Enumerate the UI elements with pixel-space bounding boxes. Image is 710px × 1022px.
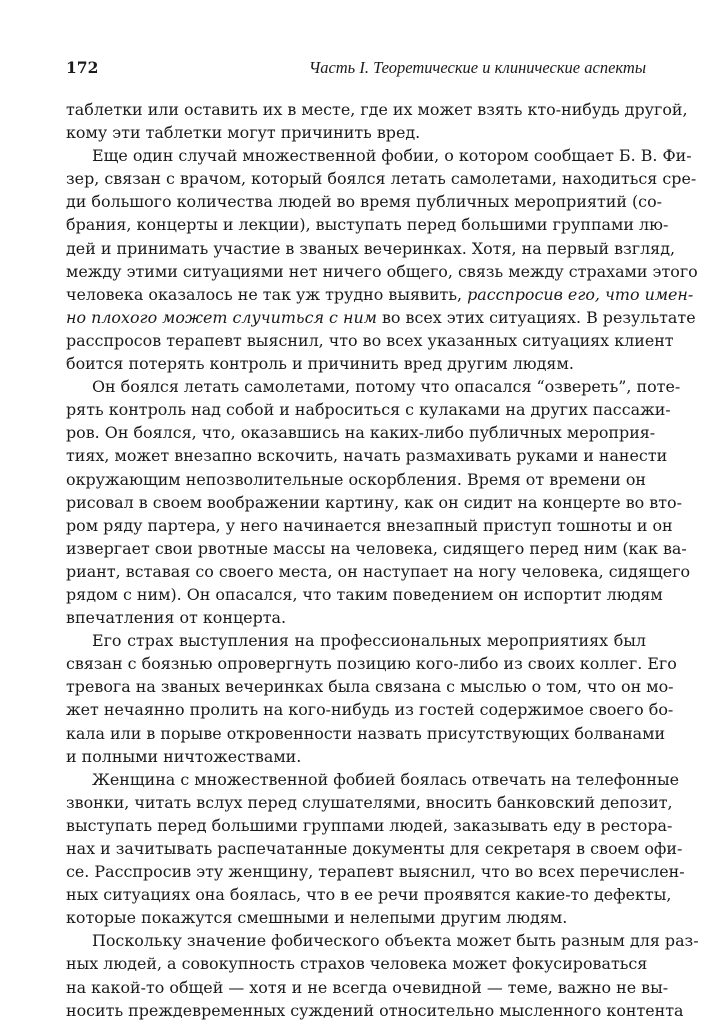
line-text: между этими ситуациями нет ничего общего, связь между страхами этого (66, 261, 698, 281)
text-line (66, 144, 692, 167)
line-text: носить преждевременных суждений относительно мысленного контента (66, 1000, 684, 1020)
text-line (66, 283, 694, 306)
page-number: 172 (66, 58, 99, 77)
line-text: во всех этих ситуациях. В результате (376, 307, 696, 327)
body-text (66, 98, 699, 1022)
line-text: риант, вставая со своего места, он наступает на ногу человека, сидящего (66, 561, 691, 581)
line-text: ных людей, а совокупность страхов человека может фокусироваться (66, 954, 648, 974)
running-head (66, 58, 646, 80)
text-line (66, 213, 669, 236)
line-text: звонки, читать вслух перед слушателями, вносить банковский депозит, (66, 792, 673, 812)
text-line (66, 468, 646, 491)
line-text: се. Расспросив эту женщину, терапевт выяснил, что во всех перечислен- (66, 862, 685, 882)
line-text: ром ряду партера, у него начинается внезапный приступ тошноты и он (66, 515, 673, 535)
text-line (66, 698, 674, 721)
line-text: выступать перед большими группами людей, заказывать еду в рестора- (66, 815, 673, 835)
line-text: извергает свои рвотные массы на человека, сидящего перед ним (как ва- (66, 538, 687, 558)
running-title: Часть I. Теоретические и клинические аспекты (308, 58, 646, 77)
line-text: тиях, может внезапно вскочить, начать размахивать руками и нанести (66, 446, 668, 466)
italic-text: но плохого может случиться с ним (66, 307, 377, 327)
text-line (66, 837, 683, 860)
text-line (66, 629, 646, 652)
line-text: рисовал в своем воображении картину, как он сидит на концерте во вто- (66, 492, 682, 512)
line-text: рядом с ним). Он опасался, что таким поведением он испортит людям (66, 584, 663, 604)
line-text: впечатления от концерта. (66, 608, 287, 628)
text-line (66, 514, 673, 537)
text-line (66, 768, 680, 791)
text-line (66, 421, 656, 444)
text-line (66, 583, 663, 606)
line-text: таблетки или оставить их в месте, где их может взять кто-нибудь другой, (66, 100, 688, 119)
text-line (66, 722, 666, 745)
line-text: Женщина с множественной фобией боялась отвечать на телефонные (92, 769, 680, 789)
text-line (66, 883, 672, 906)
italic-text: расспросив его, что имен- (467, 284, 694, 304)
text-line (66, 976, 669, 999)
text-line (66, 814, 673, 837)
text-line (66, 560, 691, 583)
line-text: ных ситуациях она боялась, что в ее речи проявятся какие-то дефекты, (66, 885, 672, 905)
text-line (66, 167, 697, 190)
text-line (66, 606, 646, 629)
text-line (66, 745, 646, 768)
line-text: Поскольку значение фобического объекта может быть разным для раз- (92, 931, 699, 951)
text-line (66, 860, 685, 883)
line-text: кала или в порыве откровенности назвать присутствующих болванами (66, 723, 666, 743)
text-line (66, 329, 674, 352)
text-line (66, 929, 699, 952)
line-text: Он боялся летать самолетами, потому что опасался “озвереть”, поте- (92, 377, 681, 397)
line-text: человека оказалось не так уж трудно выявить, (66, 284, 468, 304)
text-line (66, 237, 676, 260)
line-text: на какой-то общей — хотя и не всегда очевидной — теме, важно не вы- (66, 977, 669, 997)
line-text: дей и принимать участие в званых вечеринках. Хотя, на первый взгляд, (66, 238, 676, 258)
text-line (66, 491, 682, 514)
line-text: связан с боязнью опровергнуть позицию кого-либо из своих коллег. Его (66, 654, 677, 674)
line-text: рять контроль над собой и наброситься с кулаками на других пассажи- (66, 400, 671, 420)
line-text: брания, концерты и лекции), выступать перед большими группами лю- (66, 215, 669, 235)
text-line (66, 791, 673, 814)
line-text: ров. Он боялся, что, оказавшись на каких-либо публичных мероприя- (66, 423, 656, 443)
text-line (66, 999, 684, 1022)
line-text: жет нечаянно пролить на кого-нибудь из гостей содержимое своего бо- (66, 700, 674, 720)
line-text: ди большого количества людей во время публичных мероприятий (со- (66, 192, 663, 212)
line-text: расспросов терапевт выяснил, что во всех указанных ситуациях клиент (66, 330, 674, 350)
text-line (66, 352, 646, 375)
text-line (66, 121, 646, 144)
text-line (66, 652, 677, 675)
line-text: нах и зачитывать распечатанные документы для секретаря в своем офи- (66, 839, 683, 858)
text-line (66, 537, 687, 560)
line-text: Еще один случай множественной фобии, о котором сообщает Б. В. Фи- (92, 146, 692, 166)
line-text: Его страх выступления на профессиональных мероприятиях был (92, 631, 646, 651)
text-line (66, 952, 646, 975)
line-text: окружающим непозволительные оскорбления. Время от времени он (66, 469, 646, 489)
text-line (66, 675, 674, 698)
text-line (66, 190, 663, 213)
text-line (66, 98, 688, 121)
line-text: боится потерять контроль и причинить вред другим людям. (66, 354, 574, 374)
text-line (66, 306, 696, 329)
line-text: которые покажутся смешными и нелепыми другим людям. (66, 908, 568, 928)
text-line (66, 444, 668, 467)
text-line (66, 375, 681, 398)
text-line (66, 398, 671, 421)
line-text: зер, связан с врачом, который боялся летать самолетами, находиться сре- (66, 169, 697, 189)
line-text: тревога на званых вечеринках была связана с мыслью о том, что он мо- (66, 677, 674, 697)
line-text: и полными ничтожествами. (66, 746, 302, 766)
line-text: кому эти таблетки могут причинить вред. (66, 123, 421, 143)
text-line (66, 906, 646, 929)
text-line (66, 260, 698, 283)
